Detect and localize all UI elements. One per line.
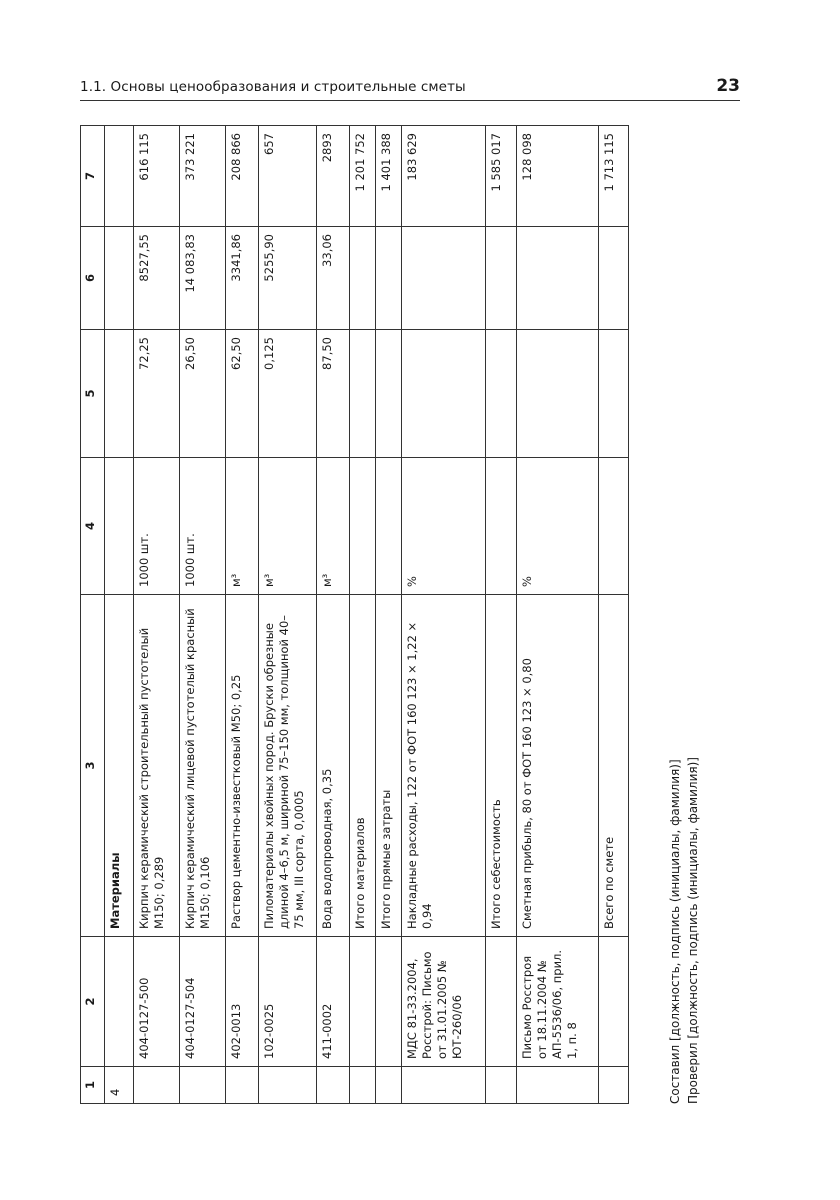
- section-row: [105, 126, 134, 1104]
- overhead-total: 183 629: [402, 126, 486, 227]
- table-row: [180, 126, 226, 1104]
- total-label: Всего по смете: [599, 595, 629, 937]
- total-value: 1 201 752: [350, 126, 376, 227]
- item-code: 102-0025: [259, 937, 317, 1067]
- column-header: 1: [81, 1067, 105, 1104]
- total-cost-row: [486, 126, 517, 1104]
- checked-by-line: Проверил [должность, подпись (инициалы, фамилия)]: [686, 757, 700, 1104]
- section-title: Материалы: [105, 595, 134, 937]
- empty-cell: [486, 458, 517, 595]
- empty-cell: [226, 1067, 259, 1104]
- estimate-table: [80, 125, 629, 1104]
- empty-cell: [259, 1067, 317, 1104]
- empty-cell: [376, 1067, 402, 1104]
- empty-cell: [402, 227, 486, 330]
- item-code: 402-0013: [226, 937, 259, 1067]
- profit-row: [517, 126, 599, 1104]
- overhead-code: МДС 81-33.2004, Росстрой: Письмо от 31.01.2005 № ЮТ-260/06: [402, 937, 486, 1067]
- table-row: [134, 126, 180, 1104]
- column-header: 4: [81, 458, 105, 595]
- total-value: 1 585 017: [486, 126, 517, 227]
- empty-cell: [350, 937, 376, 1067]
- item-price: 14 083,83: [180, 227, 226, 330]
- item-code: 404-0127-500: [134, 937, 180, 1067]
- empty-cell: [134, 1067, 180, 1104]
- item-total: 2893: [317, 126, 350, 227]
- column-header: 5: [81, 330, 105, 458]
- item-price: 5255,90: [259, 227, 317, 330]
- empty-cell: [317, 1067, 350, 1104]
- section-number: 4: [105, 1067, 134, 1104]
- empty-cell: [105, 330, 134, 458]
- compiled-by-line: Составил [должность, подпись (инициалы, фамилия)]: [668, 759, 682, 1104]
- item-total: 373 221: [180, 126, 226, 227]
- total-direct-row: [376, 126, 402, 1104]
- item-name: Пиломатериалы хвойных пород. Бруски обрезные длиной 4–6,5 м, шириной 75–150 мм, толщиной 40–75 мм, III сорта, 0,0005: [259, 595, 317, 937]
- empty-cell: [350, 227, 376, 330]
- empty-cell: [517, 227, 599, 330]
- rotated-content-holder: [80, 126, 720, 1116]
- rotated-content: [80, 126, 720, 1116]
- item-unit: 1000 шт.: [180, 458, 226, 595]
- empty-cell: [486, 330, 517, 458]
- empty-cell: [486, 1067, 517, 1104]
- overhead-unit: %: [402, 458, 486, 595]
- table-row: [317, 126, 350, 1104]
- empty-cell: [376, 330, 402, 458]
- item-quantity: 62,50: [226, 330, 259, 458]
- empty-cell: [105, 227, 134, 330]
- profit-total: 128 098: [517, 126, 599, 227]
- item-total: 657: [259, 126, 317, 227]
- item-price: 8527,55: [134, 227, 180, 330]
- item-unit: м³: [317, 458, 350, 595]
- empty-cell: [599, 330, 629, 458]
- empty-cell: [376, 227, 402, 330]
- column-header: 2: [81, 937, 105, 1067]
- profit-unit: %: [517, 458, 599, 595]
- running-head: [80, 76, 740, 101]
- empty-cell: [105, 126, 134, 227]
- item-price: 33,06: [317, 227, 350, 330]
- column-header: 6: [81, 227, 105, 330]
- table-row: [259, 126, 317, 1104]
- total-value: 1 401 388: [376, 126, 402, 227]
- running-title: 1.1. Основы ценообразования и строительные сметы: [80, 79, 466, 95]
- empty-cell: [517, 330, 599, 458]
- item-quantity: 87,50: [317, 330, 350, 458]
- empty-cell: [350, 330, 376, 458]
- empty-cell: [517, 1067, 599, 1104]
- table-row: [226, 126, 259, 1104]
- empty-cell: [105, 458, 134, 595]
- item-name: Раствор цементно-известковый М50; 0,25: [226, 595, 259, 937]
- empty-cell: [486, 227, 517, 330]
- item-total: 208 866: [226, 126, 259, 227]
- item-name: Вода водопроводная, 0,35: [317, 595, 350, 937]
- item-price: 3341,86: [226, 227, 259, 330]
- column-header: 7: [81, 126, 105, 227]
- item-unit: 1000 шт.: [134, 458, 180, 595]
- item-unit: м³: [259, 458, 317, 595]
- overhead-name: Накладные расходы, 122 от ФОТ 160 123 × 1,22 × 0,94: [402, 595, 486, 937]
- item-quantity: 72,25: [134, 330, 180, 458]
- empty-cell: [599, 227, 629, 330]
- item-name: Кирпич керамический строительный пустотелый М150; 0,289: [134, 595, 180, 937]
- total-value: 1 713 115: [599, 126, 629, 227]
- empty-cell: [180, 1067, 226, 1104]
- table-header-row: [81, 126, 105, 1104]
- profit-code: Письмо Росстроя от 18.11.2004 № АП-5536/06, прил. 1, п. 8: [517, 937, 599, 1067]
- signatures: [666, 757, 702, 1104]
- empty-cell: [599, 458, 629, 595]
- empty-cell: [105, 937, 134, 1067]
- profit-name: Сметная прибыль, 80 от ФОТ 160 123 × 0,80: [517, 595, 599, 937]
- item-name: Кирпич керамический лицевой пустотелый красный М150; 0,106: [180, 595, 226, 937]
- grand-total-row: [599, 126, 629, 1104]
- total-label: Итого себестоимость: [486, 595, 517, 937]
- empty-cell: [376, 937, 402, 1067]
- item-total: 616 115: [134, 126, 180, 227]
- item-code: 404-0127-504: [180, 937, 226, 1067]
- column-header: 3: [81, 595, 105, 937]
- empty-cell: [402, 1067, 486, 1104]
- total-materials-row: [350, 126, 376, 1104]
- total-label: Итого материалов: [350, 595, 376, 937]
- item-quantity: 0,125: [259, 330, 317, 458]
- empty-cell: [376, 458, 402, 595]
- empty-cell: [599, 937, 629, 1067]
- empty-cell: [350, 458, 376, 595]
- empty-cell: [402, 330, 486, 458]
- total-label: Итого прямые затраты: [376, 595, 402, 937]
- overhead-row: [402, 126, 486, 1104]
- empty-cell: [486, 937, 517, 1067]
- item-code: 411-0002: [317, 937, 350, 1067]
- item-quantity: 26,50: [180, 330, 226, 458]
- empty-cell: [599, 1067, 629, 1104]
- empty-cell: [350, 1067, 376, 1104]
- page-number: 23: [716, 76, 740, 96]
- item-unit: м³: [226, 458, 259, 595]
